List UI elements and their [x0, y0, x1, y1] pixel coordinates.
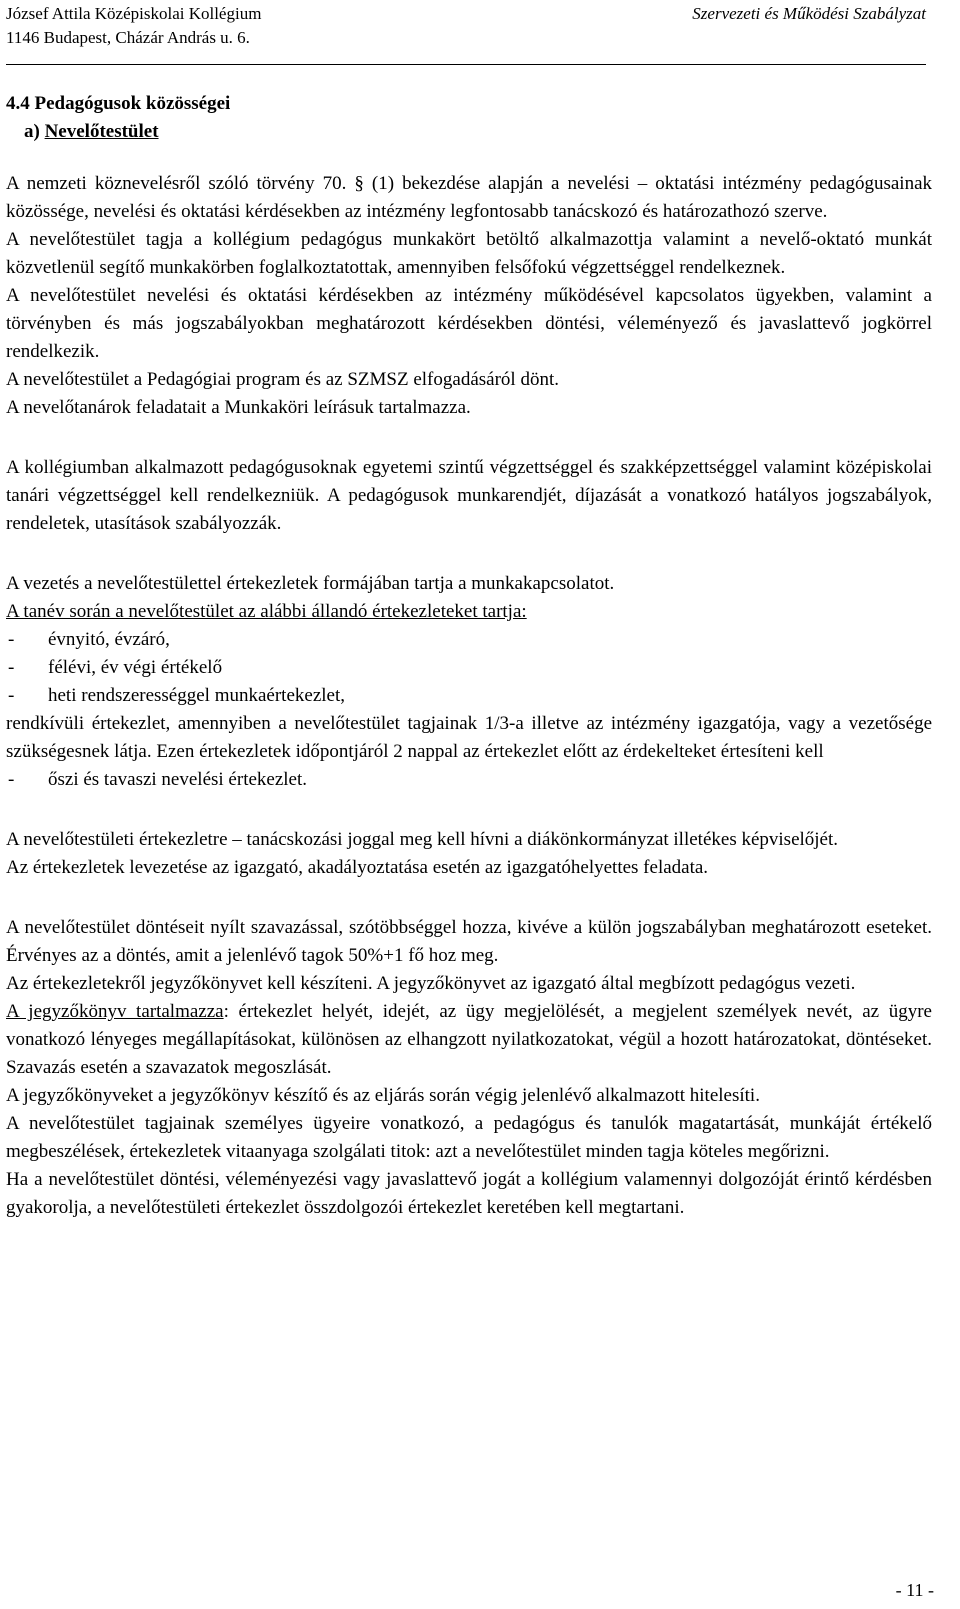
list-item: - évnyitó, évzáró,: [8, 629, 170, 650]
list-item: - heti rendszerességgel munkaértekezlet,: [8, 685, 345, 706]
institution-address: 1146 Budapest, Cházár András u. 6.: [6, 28, 250, 47]
paragraph-underlined: A tanév során a nevelőtestület az alábbi állandó értekezleteket tartja:: [6, 601, 527, 622]
page-number: - 11 -: [895, 1580, 934, 1600]
list-item: - őszi és tavaszi nevelési értekezlet.: [8, 769, 308, 790]
paragraph: A nevelőtanárok feladatait a Munkaköri leírásuk tartalmazza.: [6, 397, 471, 418]
page-header: [6, 2, 926, 64]
paragraph: Az értekezletek levezetése az igazgató, akadályoztatása esetén az igazgatóhelyettes feladata.: [6, 857, 709, 878]
paragraph: A nevelőtestület nevelési és oktatási kérdésekben az intézmény működésével kapcsolatos ügyekben, valamint a törvényben és más jogszabályokban meghatározott kérdésekben döntési, véleményező és javaslattevő jogkörrel rendelkezik.: [6, 285, 932, 362]
paragraph: A nevelőtestület tagja a kollégium pedagógus munkakört betöltő alkalmazottja valamint a nevelő-oktató munkát közvetlenül segítő munkakörben foglalkoztatottak, amennyiben felsőfokú végzettséggel rendelkeznek.: [6, 229, 932, 278]
paragraph: A nemzeti köznevelésről szóló törvény 70. § (1) bekezdése alapján a nevelési – oktatási intézmény pedagógusainak közössége, nevelési és oktatási kérdésekben az intézmény legfontosabb tanácskozó és határozathozó szerve.: [6, 173, 932, 222]
paragraph: Az értekezletekről jegyzőkönyvet kell készíteni. A jegyzőkönyvet az igazgató által megbízott pedagógus vezeti.: [6, 973, 856, 994]
paragraph: A nevelőtestület a Pedagógiai program és az SZMSZ elfogadásáról dönt.: [6, 369, 559, 390]
subsection-title: a) Nevelőtestület: [24, 121, 159, 142]
document-title: Szervezeti és Működési Szabályzat: [692, 4, 926, 23]
paragraph: A jegyzőkönyv tartalmazza: értekezlet helyét, idejét, az ügy megjelölését, a megjelent személyek nevét, az ügyre vonatkozó lényeges megállapításokat, különösen az elhangzott nyilatkozatokat, végül a hozott határozatokat, döntéseket. Szavazás esetén a szavazatok megoszlását.: [6, 1001, 932, 1078]
paragraph: A jegyzőkönyveket a jegyzőkönyv készítő és az eljárás során végig jelenlévő alkalmazott hitelesíti.: [6, 1085, 760, 1106]
paragraph: A nevelőtestület tagjainak személyes ügyeire vonatkozó, a pedagógus és tanulók magatartását, munkáját értékelő megbeszélések, értekezletek vitaanyaga szolgálati titok: azt a nevelőtestület minden tagja köteles megőrizni.: [6, 1113, 932, 1162]
header-divider: [6, 64, 926, 65]
section-title: 4.4 Pedagógusok közösségei: [6, 93, 231, 114]
minutes-contents-label: A jegyzőkönyv tartalmazza: [6, 1001, 224, 1022]
paragraph: A nevelőtestületi értekezletre – tanácskozási joggal meg kell hívni a diákönkormányzat illetékes képviselőjét.: [6, 829, 839, 850]
paragraph: A nevelőtestület döntéseit nyílt szavazással, szótöbbséggel hozza, kivéve a külön jogszabályban meghatározott eseteket. Érvényes az a döntés, amit a jelenlévő tagok 50%+1 fő hoz meg.: [6, 917, 932, 966]
document-body: [6, 90, 932, 1222]
paragraph: rendkívüli értekezlet, amennyiben a nevelőtestület tagjainak 1/3-a illetve az intézmény igazgatója, vagy a vezetősége szükségesnek látja. Ezen értekezletek időpontjáról 2 nappal az értekezlet előtt az érdekelteket értesíteni kell: [6, 713, 932, 762]
paragraph: A kollégiumban alkalmazott pedagógusoknak egyetemi szintű végzettséggel és szakképzettséggel valamint középiskolai tanári végzettséggel kell rendelkezniük. A pedagógusok munkarendjét, díjazását a vonatkozó hatályos jogszabályok, rendeletek, utasítások szabályozzák.: [6, 457, 932, 534]
institution-name: József Attila Középiskolai Kollégium: [6, 4, 262, 23]
paragraph: A vezetés a nevelőtestülettel értekezletek formájában tartja a munkakapcsolatot.: [6, 573, 615, 594]
paragraph: Ha a nevelőtestület döntési, véleményezési vagy javaslattevő jogát a kollégium valamennyi dolgozóját érintő kérdésben gyakorolja, a nevelőtestületi értekezlet összdolgozói értekezlet keretében kell megtartani.: [6, 1169, 932, 1218]
list-item: - félévi, év végi értékelő: [8, 657, 223, 678]
